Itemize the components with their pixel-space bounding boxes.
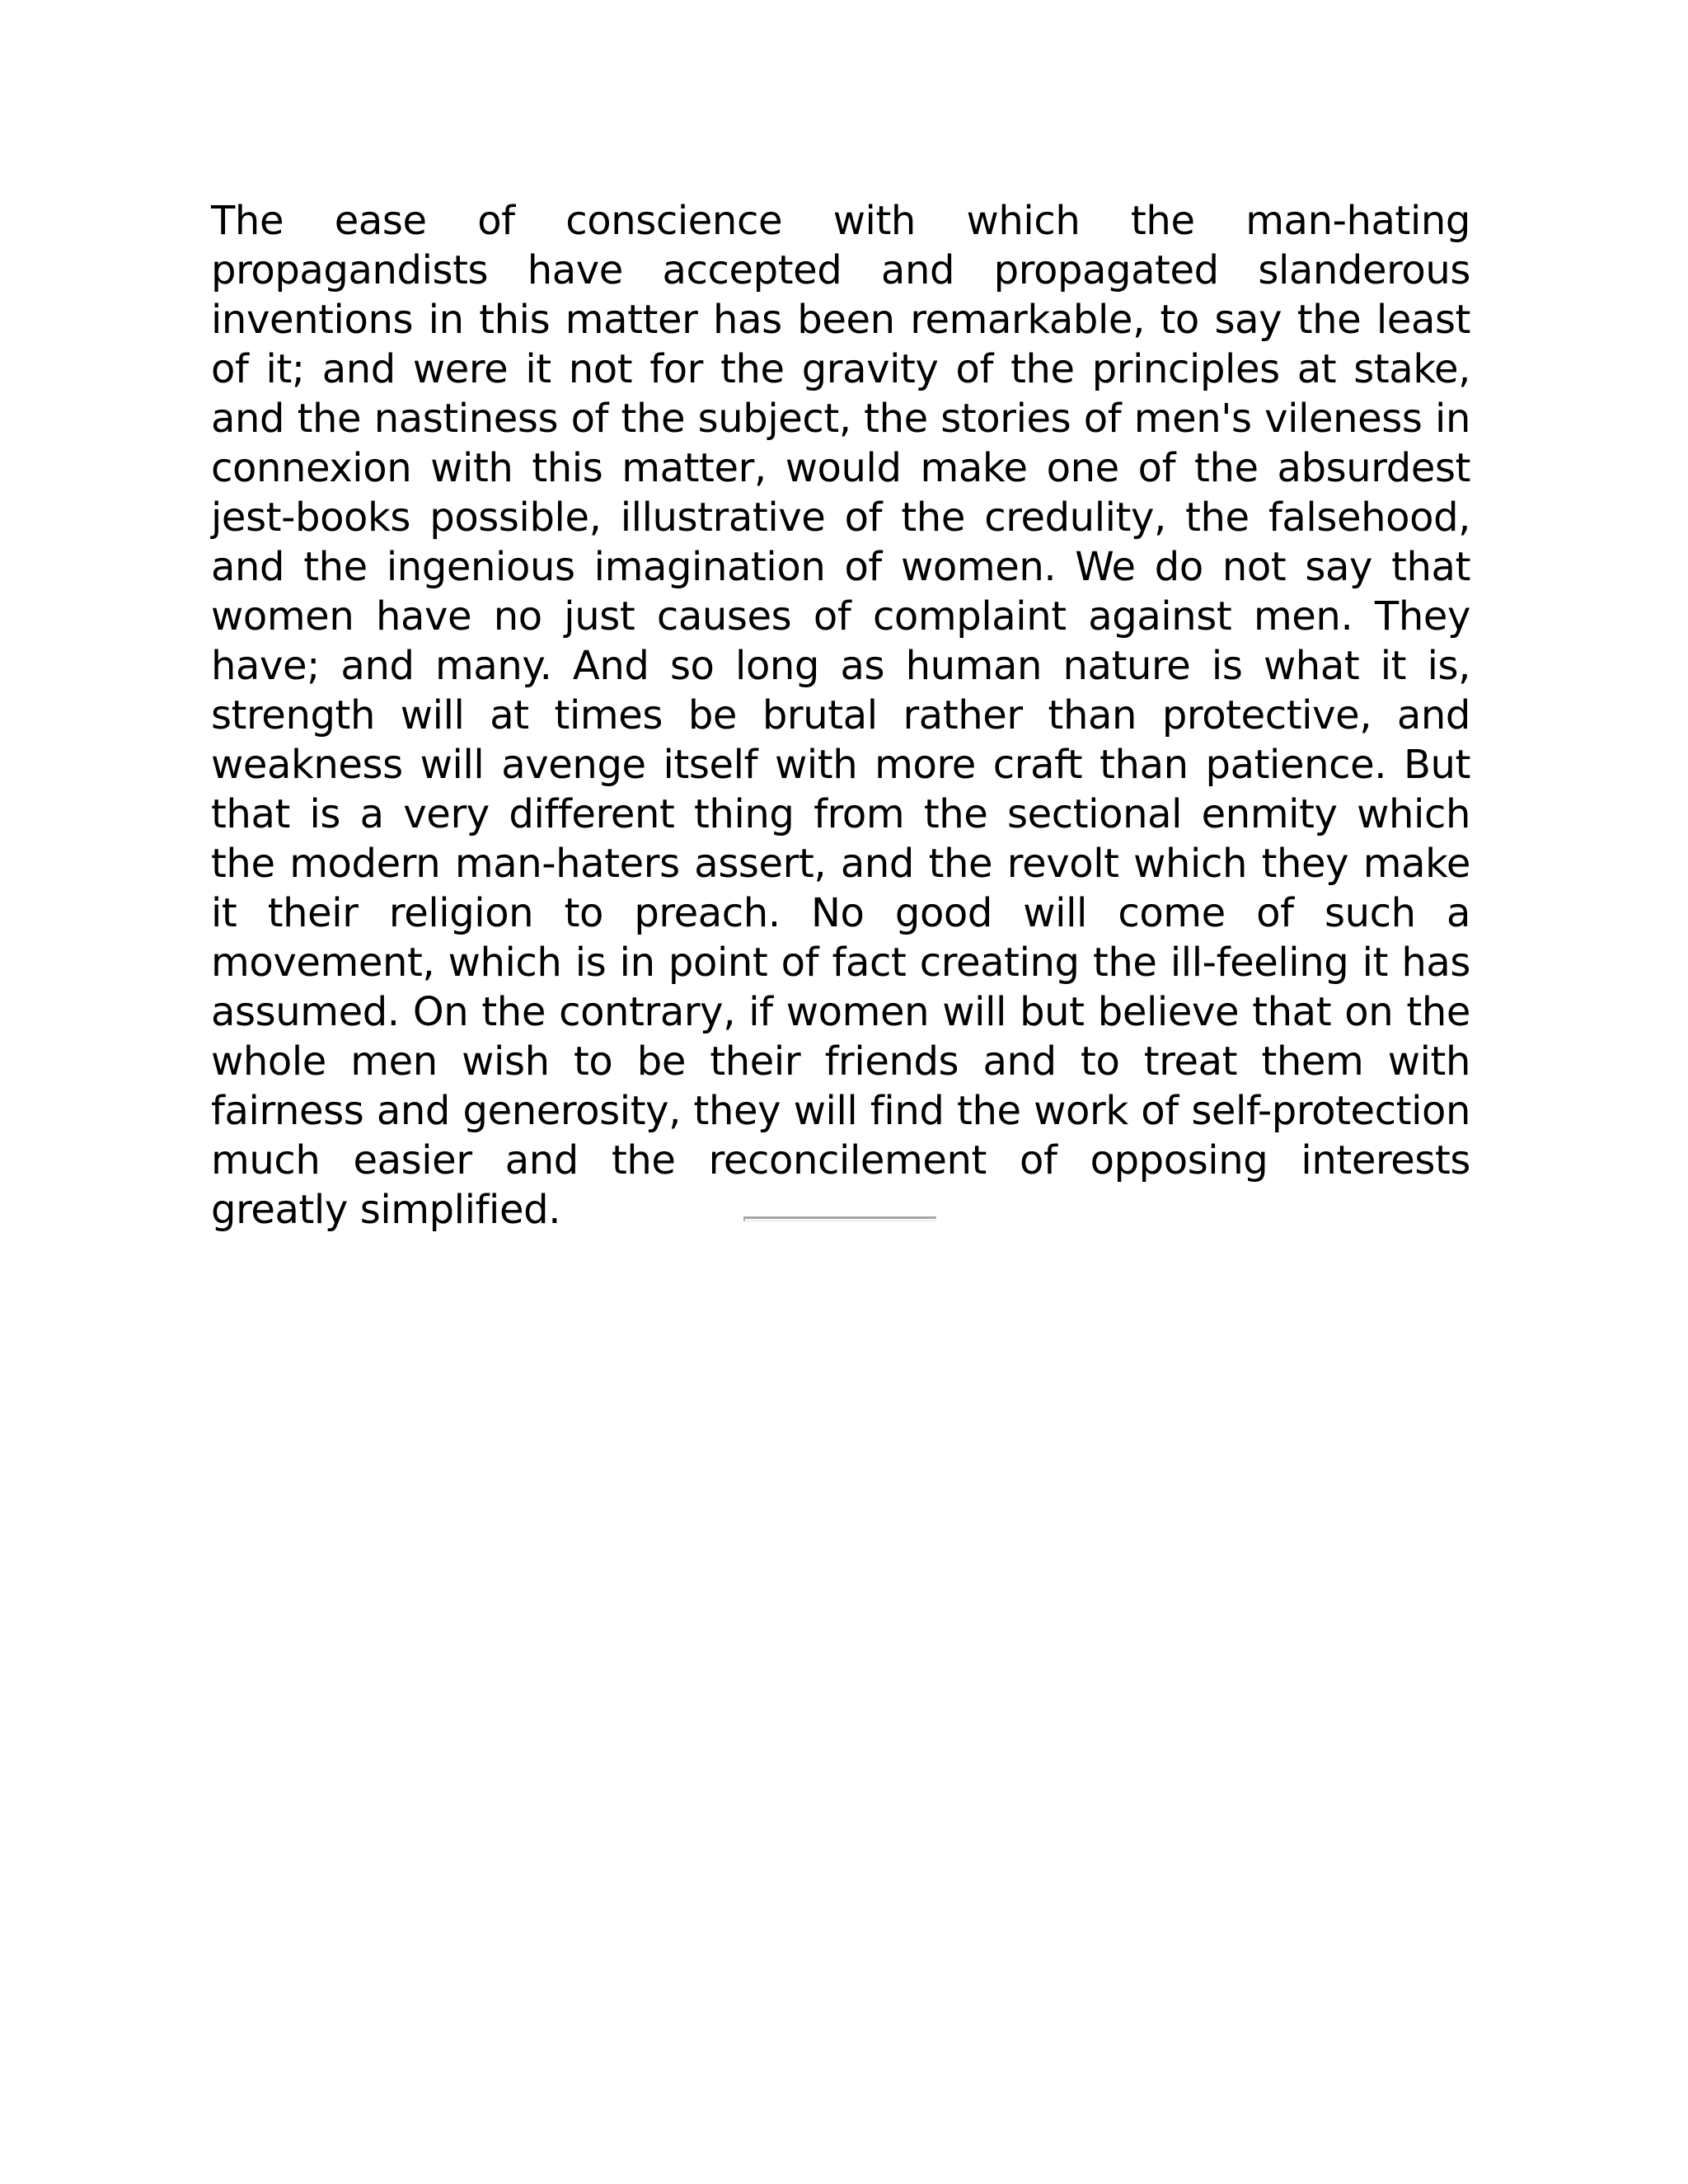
body-paragraph: The ease of conscience with which the man-hating propagandists have accepted and propagated slanderous inventions in this matter has been remarkable, to say the least of it; and were it not for the gravity of the principles at stake, and the nastiness of the subject, the stories of men's vileness in connexion with this matter, would make one of the absurdest jest-books possible, illustrative of the credulity, the falsehood, and the ingenious imagination of women. We do not say that women have no just causes of complaint against men. They have; and many. And so long as human nature is what it is, strength will at times be brutal rather than protective, and weakness will avenge itself with more craft than patience. But that is a very different thing from the sectional enmity which the modern man-haters assert, and the revolt which they make it their religion to preach. No good will come of such a movement, which is in point of fact creating the ill-feeling it has assumed. On the contrary, if women will but believe that on the whole men wish to be their friends and to treat them with fairness and generosity, they will find the work of self-protection much easier and the reconcilement of opposing interests greatly simplified. [211, 198, 1470, 1233]
horizontal-rule [743, 1216, 936, 1221]
